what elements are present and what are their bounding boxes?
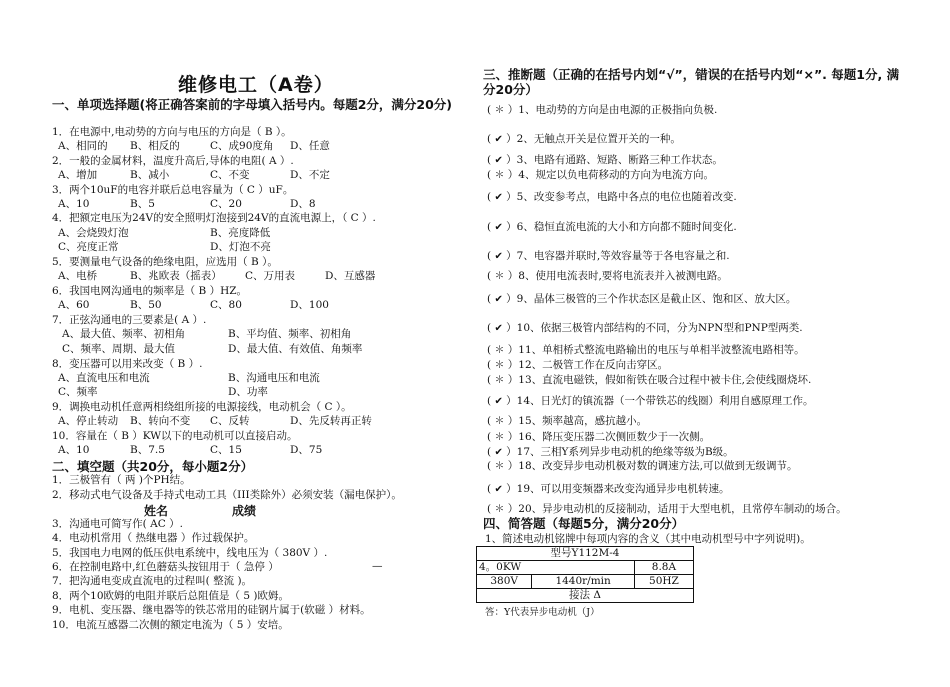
judgment-mark: ✔ xyxy=(494,323,503,334)
question-stem: 3．两个10uF的电容并联后总电容量为（ C ）uF。 xyxy=(52,184,294,196)
judgment-item xyxy=(487,322,803,335)
judgment-mark: ＊ xyxy=(494,504,505,515)
question-stem: 4．把额定电压为24V的安全照明灯泡接到24V的直流电源上，（ C ）. xyxy=(52,212,376,224)
bracket-close: ） xyxy=(504,169,519,181)
fill-blank-line: 7．把沟通电变成直流电的过程叫( 整流 )。 xyxy=(52,575,253,587)
bracket-open: ( xyxy=(487,270,495,282)
bracket-open: ( xyxy=(487,169,495,181)
bracket-close: ） xyxy=(504,431,519,443)
judgment-mark: ✔ xyxy=(494,396,503,407)
judgment-text: 11、单相桥式整流电路输出的电压与单相半波整流电路相等。 xyxy=(518,344,805,356)
score-label: 成绩 xyxy=(232,504,257,518)
judgment-mark: ✔ xyxy=(494,134,503,145)
question-option: C、反转 xyxy=(210,415,250,427)
question-option: B、相反的 xyxy=(130,140,180,152)
bracket-close: ） xyxy=(504,460,519,472)
judgment-mark: ＊ xyxy=(494,105,505,116)
name-label: 姓名 xyxy=(144,504,169,518)
judgment-text: 18、改变异步电动机极对数的调速方法,可以做到无级调节。 xyxy=(518,460,798,472)
fill-blank-line: 1．三极管有（ 两 )个PH结。 xyxy=(52,474,191,486)
judgment-mark: ＊ xyxy=(494,170,505,181)
judgment-text: 9、晶体三极管的三个作状态区是截止区、饱和区、放大区。 xyxy=(516,293,797,305)
judgment-text: 19、可以用变频器来改变沟通异步电机转速。 xyxy=(516,483,730,495)
bracket-open: ( xyxy=(487,191,495,203)
question-option: A、会烧毁灯泡 xyxy=(58,227,129,239)
judgment-text: 1、电动势的方向是由电源的正极指向负极. xyxy=(518,104,718,116)
question-option: C、80 xyxy=(210,299,242,311)
judgment-mark: ＊ xyxy=(494,416,505,427)
question-option: C、频率 xyxy=(58,386,98,398)
judgment-text: 4、规定以负电荷移动的方向为电流方向。 xyxy=(518,169,714,181)
judgment-text: 2、无触点开关是位置开关的一种。 xyxy=(516,133,681,145)
bracket-open: ( xyxy=(487,250,495,262)
question-option: C、频率、周期、最大值 xyxy=(62,343,176,355)
question-option: B、50 xyxy=(130,299,162,311)
bracket-close: ） xyxy=(504,374,519,386)
judgment-text: 20、异步电动机的反接制动，适用于大型电机，且常停车制动的场合。 xyxy=(518,503,847,515)
question-option: A、增加 xyxy=(58,169,98,181)
bracket-open: ( xyxy=(487,483,495,495)
judgment-item xyxy=(487,270,728,283)
fill-blank-line: 8．两个10欧姆的电阻并联后总阻值是（ 5 )欧姆。 xyxy=(52,590,289,602)
bracket-close: ） xyxy=(504,270,519,282)
question-option: A、电桥 xyxy=(58,270,98,282)
bracket-close: ） xyxy=(502,191,517,203)
bracket-close: ） xyxy=(502,221,517,233)
bracket-open: ( xyxy=(487,104,495,116)
question-option: C、15 xyxy=(210,444,242,456)
judgment-item xyxy=(487,250,730,263)
fill-blank-line: 10．电流互感器二次侧的额定电流为（ 5 ）安培。 xyxy=(52,619,289,631)
judgment-text: 10、依据三极管内部结构的不同，分为NPN型和PNP型两类. xyxy=(516,322,803,334)
question-option: D、互感器 xyxy=(325,270,376,282)
bracket-open: ( xyxy=(487,503,495,515)
bracket-open: ( xyxy=(487,415,495,427)
judgment-text: 15、频率越高，感抗越小。 xyxy=(518,415,648,427)
question-option: C、不变 xyxy=(210,169,250,181)
judgment-mark: ✔ xyxy=(494,192,503,203)
bracket-close: ） xyxy=(504,359,519,371)
fill-blank-line: 9．电机、变压器、继电器等的铁芯常用的硅钢片属于(软磁 ）材料。 xyxy=(52,604,371,616)
judgment-mark: ＊ xyxy=(494,375,505,386)
motor-nameplate-table xyxy=(476,546,694,603)
judgment-item xyxy=(487,395,814,408)
judgment-mark: ✔ xyxy=(494,155,503,166)
judgment-item xyxy=(487,374,811,387)
judgment-text: 16、降压变压器二次侧匝数少于一次侧。 xyxy=(518,431,711,443)
judgment-mark: ＊ xyxy=(494,271,505,282)
judgment-text: 3、电路有通路、短路、断路三种工作状态。 xyxy=(516,154,723,166)
judgment-mark: ＊ xyxy=(494,461,505,472)
question-option: D、任意 xyxy=(290,140,330,152)
question-option: B、5 xyxy=(130,198,155,210)
judgment-item xyxy=(487,221,737,234)
judgment-item xyxy=(487,503,847,516)
section3-heading xyxy=(483,67,908,97)
fill-blank-line: 3．沟通电可简写作( AC ）. xyxy=(52,518,183,530)
dash-mark: — xyxy=(372,560,383,572)
section4-answer: 答：Y代表异步电动机（J） xyxy=(485,607,600,618)
judgment-item xyxy=(487,133,681,146)
question-option: D、100 xyxy=(290,299,329,311)
bracket-open: ( xyxy=(487,344,495,356)
judgment-text: 7、电容器并联时,等效容量等于各电容量之和. xyxy=(516,250,730,262)
question-stem: 8．变压器可以用来改变（ B ）. xyxy=(52,358,203,370)
judgment-text: 12、二极管工作在反向击穿区。 xyxy=(518,359,669,371)
question-option: B、减小 xyxy=(130,169,170,181)
question-option: D、75 xyxy=(290,444,323,456)
bracket-close: ） xyxy=(502,483,517,495)
bracket-close: ） xyxy=(504,344,519,356)
bracket-open: ( xyxy=(487,446,495,458)
question-option: C、成90度角 xyxy=(210,140,274,152)
judgment-mark: ✔ xyxy=(494,294,503,305)
judgment-item xyxy=(487,483,730,496)
nameplate-model: 型号Y112M-4 xyxy=(477,547,694,561)
nameplate-speed: 1440r/min xyxy=(532,575,634,589)
judgment-mark: ✔ xyxy=(494,251,503,262)
nameplate-connection: 接法 Δ xyxy=(477,589,694,603)
bracket-close: ） xyxy=(504,503,519,515)
bracket-open: ( xyxy=(487,322,495,334)
judgment-item xyxy=(487,169,714,182)
question-option: C、20 xyxy=(210,198,242,210)
judgment-text: 6、稳恒直流电流的大小和方向都不随时间变化. xyxy=(516,221,737,233)
judgment-item xyxy=(487,431,710,444)
judgment-mark: ✔ xyxy=(494,447,503,458)
nameplate-current: 8.8A xyxy=(634,561,693,575)
question-option: D、灯泡不亮 xyxy=(210,241,271,253)
bracket-open: ( xyxy=(487,133,495,145)
bracket-close: ） xyxy=(504,415,519,427)
judgment-text: 13、直流电磁铁，假如衔铁在吸合过程中被卡住,会使线圈烧坏. xyxy=(518,374,812,386)
fill-blank-line: 5．我国电力电网的低压供电系统中，线电压为（ 380V ）. xyxy=(52,547,328,559)
section4-heading: 四、简答题（每题5分，满分20分） xyxy=(483,516,685,531)
bracket-open: ( xyxy=(487,359,495,371)
question-option: B、亮度降低 xyxy=(210,227,271,239)
bracket-close: ） xyxy=(502,446,517,458)
judgment-item xyxy=(487,359,668,372)
judgment-item xyxy=(487,154,723,167)
judgment-mark: ＊ xyxy=(494,345,505,356)
question-option: B、7.5 xyxy=(130,444,165,456)
judgment-text: 14、日光灯的镇流器（一个带铁芯的线圈）利用自感原理工作。 xyxy=(516,395,814,407)
question-stem: 5．要测量电气设备的绝缘电阻，应选用（ B ）。 xyxy=(52,256,278,268)
question-option: B、转向不变 xyxy=(130,415,191,427)
section3-heading-text: 三、推断题（正确的在括号内划“√”，错误的在括号内划“×”. 每题1分, 满分20分） xyxy=(483,67,900,97)
question-option: C、亮度正常 xyxy=(58,241,119,253)
bracket-open: ( xyxy=(487,374,495,386)
section2-heading: 二、填空题（共20分，每小题2分） xyxy=(52,459,254,474)
judgment-mark: ✔ xyxy=(494,484,503,495)
judgment-text: 8、使用电流表时,要将电流表并入被测电路。 xyxy=(518,270,728,282)
bracket-close: ） xyxy=(502,133,517,145)
exam-title: 维修电工（A卷） xyxy=(178,74,334,96)
question-stem: 1．在电源中,电动势的方向与电压的方向是（ B ）。 xyxy=(52,126,292,138)
bracket-open: ( xyxy=(487,293,495,305)
question-option: A、相同的 xyxy=(58,140,108,152)
judgment-item xyxy=(487,191,737,204)
question-stem: 2．一般的金属材料，温度升高后,导体的电阻( A ）. xyxy=(52,155,294,167)
bracket-close: ） xyxy=(502,154,517,166)
fill-blank-line: 6．在控制电路中,红色蘑菇头按钮用于（ 急停 ） xyxy=(52,561,279,573)
section4-q1: 1、简述电动机铭牌中每项内容的含义（其中电动机型号中字列说明)。 xyxy=(485,533,811,545)
question-option: B、沟通电压和电流 xyxy=(228,372,320,384)
question-option: D、先反转再正转 xyxy=(290,415,372,427)
bracket-open: ( xyxy=(487,460,495,472)
question-stem: 9．调换电动机任意两相绕组所接的电源接线，电动机会（ C ）。 xyxy=(52,401,352,413)
nameplate-freq: 50HZ xyxy=(634,575,693,589)
judgment-text: 17、三相Y系列异步电动机的绝缘等级为B级。 xyxy=(516,446,734,458)
judgment-item xyxy=(487,104,717,117)
question-option: C、万用表 xyxy=(245,270,296,282)
question-option: A、60 xyxy=(58,299,90,311)
bracket-open: ( xyxy=(487,395,495,407)
bracket-close: ） xyxy=(502,322,517,334)
judgment-item xyxy=(487,293,796,306)
nameplate-power: 4。0KW xyxy=(477,561,635,575)
question-option: A、10 xyxy=(58,198,90,210)
judgment-mark: ＊ xyxy=(494,432,505,443)
fill-blank-line: 4．电动机常用（ 热继电器 ）作过载保护。 xyxy=(52,532,255,544)
question-option: A、停止转动 xyxy=(58,415,119,427)
question-option: A、最大值、频率、初相角 xyxy=(62,328,186,340)
question-stem: 7．正弦沟通电的三要素是( A ）. xyxy=(52,314,207,326)
section1-heading-text: 一、单项选择题(将正确答案前的字母填入括号内。每题2分，满分20分) xyxy=(52,97,453,112)
section1-heading xyxy=(52,97,472,112)
judgment-item xyxy=(487,446,734,459)
question-option: D、8 xyxy=(290,198,316,210)
judgment-text: 5、改变参考点，电路中各点的电位也随着改变. xyxy=(516,191,737,203)
judgment-item xyxy=(487,344,805,357)
question-option: A、10 xyxy=(58,444,90,456)
question-option: D、功率 xyxy=(228,386,268,398)
bracket-open: ( xyxy=(487,221,495,233)
judgment-item xyxy=(487,415,647,428)
question-option: D、最大值、有效值、角频率 xyxy=(228,343,363,355)
bracket-close: ） xyxy=(502,395,517,407)
question-option: A、直流电压和电流 xyxy=(58,372,150,384)
bracket-close: ） xyxy=(502,250,517,262)
judgment-mark: ✔ xyxy=(494,222,503,233)
bracket-open: ( xyxy=(487,431,495,443)
question-option: B、平均值、频率、初相角 xyxy=(228,328,352,340)
judgment-item xyxy=(487,460,797,473)
question-stem: 10．容量在（ B ）KW以下的电动机可以直接启动。 xyxy=(52,430,298,442)
nameplate-voltage: 380V xyxy=(477,575,532,589)
bracket-close: ） xyxy=(504,104,519,116)
fill-blank-line: 2．移动式电气设备及手持式电动工具（III类除外）必须安装（漏电保护）。 xyxy=(52,489,402,501)
question-option: D、不定 xyxy=(290,169,330,181)
question-stem: 6．我国电网沟通电的频率是（ B ）HZ。 xyxy=(52,285,248,297)
bracket-close: ） xyxy=(502,293,517,305)
judgment-mark: ＊ xyxy=(494,360,505,371)
question-option: B、兆欧表（摇表） xyxy=(130,270,222,282)
bracket-open: ( xyxy=(487,154,495,166)
